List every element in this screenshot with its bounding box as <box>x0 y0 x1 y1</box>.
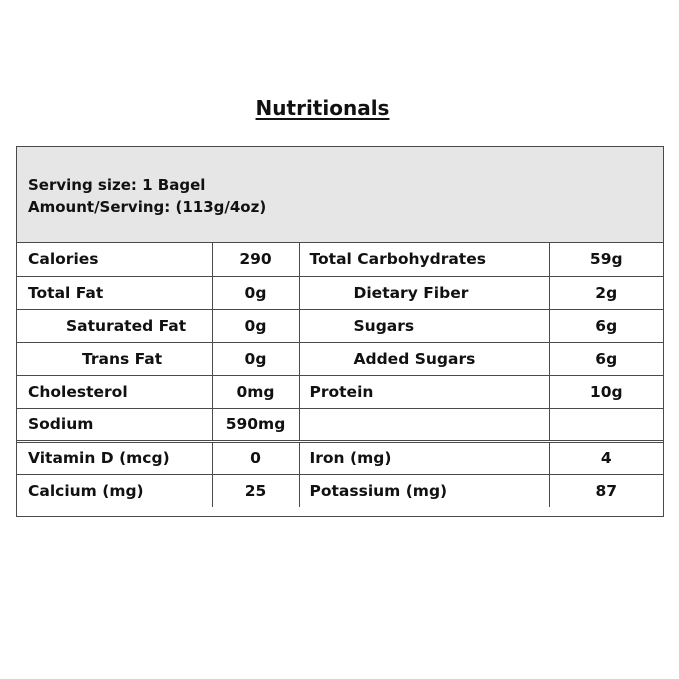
nutrient-label: Total Fat <box>17 276 212 309</box>
nutrient-label <box>299 408 549 441</box>
nutrient-label: Sugars <box>299 309 549 342</box>
nutrient-value: 87 <box>549 474 663 507</box>
nutrient-label: Vitamin D (mcg) <box>17 441 212 474</box>
nutrient-value: 2g <box>549 276 663 309</box>
table-row <box>17 309 663 342</box>
nutrient-value: 0mg <box>212 375 299 408</box>
nutrition-panel <box>16 146 664 517</box>
nutrient-label: Total Carbohydrates <box>299 243 549 276</box>
nutrient-value: 0 <box>212 441 299 474</box>
table-row <box>17 408 663 441</box>
nutrient-label: Protein <box>299 375 549 408</box>
nutrient-value: 6g <box>549 342 663 375</box>
nutrient-value: 10g <box>549 375 663 408</box>
nutrient-value: 4 <box>549 441 663 474</box>
nutrient-value: 590mg <box>212 408 299 441</box>
nutrient-value <box>549 408 663 441</box>
nutrient-label: Calcium (mg) <box>17 474 212 507</box>
nutrient-value: 25 <box>212 474 299 507</box>
nutrient-label: Added Sugars <box>299 342 549 375</box>
table-row <box>17 243 663 276</box>
nutrient-label: Iron (mg) <box>299 441 549 474</box>
nutrient-value: 0g <box>212 342 299 375</box>
nutrient-value: 59g <box>549 243 663 276</box>
nutrient-label: Cholesterol <box>17 375 212 408</box>
nutrient-value: 290 <box>212 243 299 276</box>
table-row <box>17 375 663 408</box>
table-row <box>17 441 663 474</box>
table-row <box>17 474 663 507</box>
serving-size: Serving size: 1 Bagel <box>28 176 206 194</box>
amount-per-serving: Amount/Serving: (113g/4oz) <box>28 198 267 216</box>
serving-header <box>17 147 663 243</box>
table-row <box>17 342 663 375</box>
nutrient-value: 0g <box>212 276 299 309</box>
nutrient-value: 6g <box>549 309 663 342</box>
nutrient-label: Sodium <box>17 408 212 441</box>
nutrient-label: Saturated Fat <box>17 309 212 342</box>
nutrient-label: Trans Fat <box>17 342 212 375</box>
nutrient-label: Dietary Fiber <box>299 276 549 309</box>
nutrient-value: 0g <box>212 309 299 342</box>
page-title: Nutritionals <box>255 96 390 120</box>
nutrient-label: Potassium (mg) <box>299 474 549 507</box>
table-row <box>17 276 663 309</box>
nutrition-table <box>17 243 663 507</box>
nutrient-label: Calories <box>17 243 212 276</box>
